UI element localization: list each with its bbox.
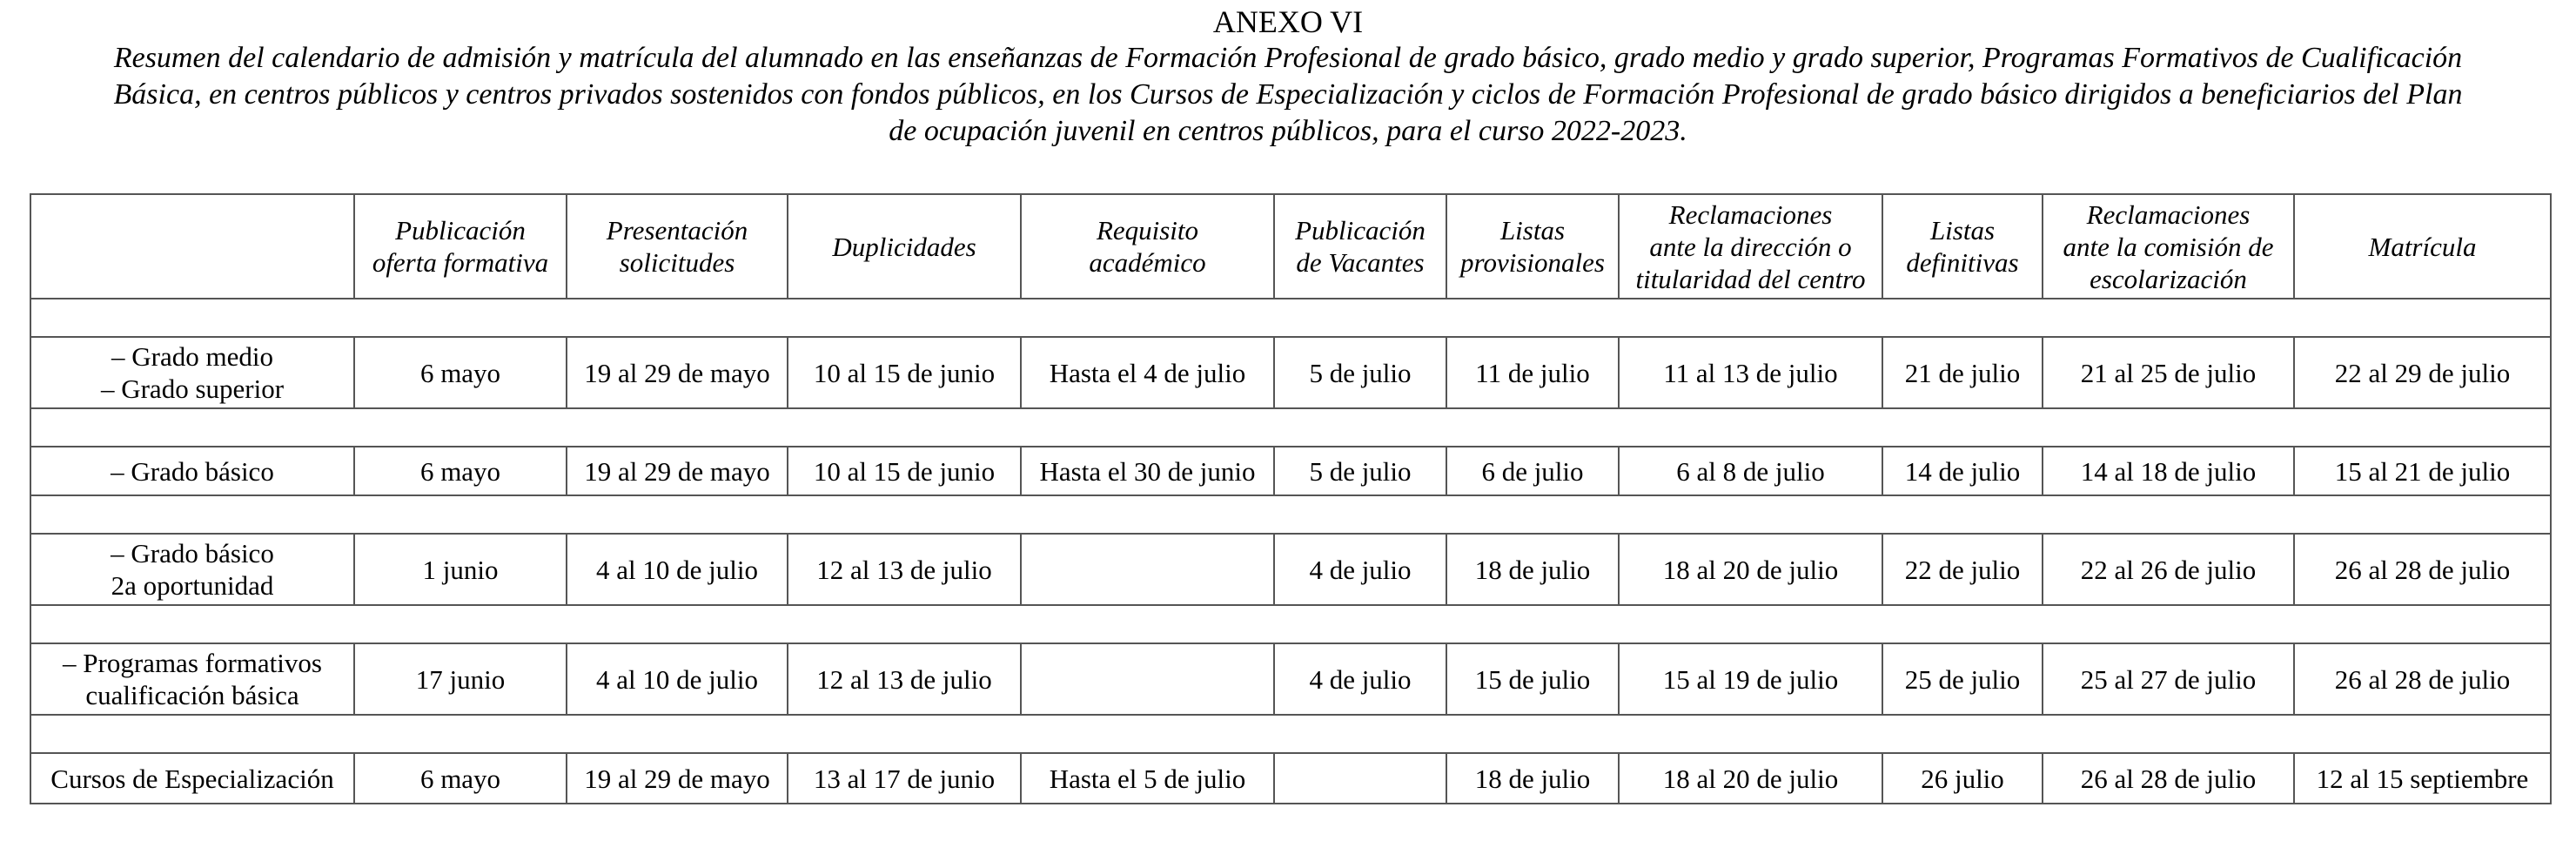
subtitle-line-1: Resumen del calendario de admisión y matrícula del alumnado en las enseñanzas de Formación Profesional de grado básico, grado medio y grado superior, Programas Formativos de Cualificación: [113, 42, 2463, 74]
header-reclamaciones-direccion: Reclamaciones ante la dirección o titularidad del centro: [1619, 194, 1882, 299]
row-label: Cursos de Especialización: [30, 753, 354, 804]
table-cell: 11 al 13 de julio: [1619, 337, 1882, 408]
table-cell: 12 al 15 septiembre: [2294, 753, 2551, 804]
table-row-grado-basico: [30, 447, 2551, 495]
table-cell: 19 al 29 de mayo: [567, 753, 788, 804]
subtitle-line-2: Básica, en centros públicos y centros privados sostenidos con fondos públicos, en los Cursos de Especialización y ciclos de Formación Profesional de grado básico dirigidos a beneficiarios del Plan: [113, 78, 2463, 111]
table-cell: 4 de julio: [1274, 534, 1446, 605]
table-cell: 22 al 29 de julio: [2294, 337, 2551, 408]
table-cell: 17 junio: [354, 643, 567, 715]
header-listas-definitivas: Listas definitivas: [1882, 194, 2043, 299]
table-cell: 18 al 20 de julio: [1619, 534, 1882, 605]
table-cell: 26 al 28 de julio: [2294, 534, 2551, 605]
table-cell: 26 julio: [1882, 753, 2043, 804]
spacer-row: [30, 408, 2551, 447]
header-row: [30, 194, 2551, 299]
table-cell: 15 de julio: [1446, 643, 1619, 715]
spacer-row: [30, 495, 2551, 534]
table-cell: 4 al 10 de julio: [567, 534, 788, 605]
table-cell: 10 al 15 de junio: [788, 337, 1021, 408]
table-cell: 26 al 28 de julio: [2043, 753, 2294, 804]
header-reclamaciones-comision: Reclamaciones ante la comisión de escolarización: [2043, 194, 2294, 299]
row-label: – Grado medio – Grado superior: [30, 337, 354, 408]
document-subtitle: [12, 40, 2564, 150]
document-title: ANEXO VI: [1212, 4, 1364, 39]
spacer-row: [30, 299, 2551, 337]
row-label: – Programas formativos cualificación básica: [30, 643, 354, 715]
table-cell: 12 al 13 de julio: [788, 534, 1021, 605]
table-cell: 4 al 10 de julio: [567, 643, 788, 715]
table-cell: 18 de julio: [1446, 534, 1619, 605]
table-cell: 11 de julio: [1446, 337, 1619, 408]
spacer-cell: [30, 605, 2551, 643]
table-cell: 25 al 27 de julio: [2043, 643, 2294, 715]
table-row-cursos-especializacion: [30, 753, 2551, 804]
row-label: – Grado básico 2a oportunidad: [30, 534, 354, 605]
table-cell: 25 de julio: [1882, 643, 2043, 715]
table-cell: 5 de julio: [1274, 447, 1446, 495]
table-cell: 10 al 15 de junio: [788, 447, 1021, 495]
spacer-cell: [30, 299, 2551, 337]
table-cell: 12 al 13 de julio: [788, 643, 1021, 715]
table-cell: Hasta el 4 de julio: [1021, 337, 1274, 408]
table-cell: 13 al 17 de junio: [788, 753, 1021, 804]
table-cell: Hasta el 30 de junio: [1021, 447, 1274, 495]
table-cell: [1021, 643, 1274, 715]
table-row-grado-basico-2a-oportunidad: [30, 534, 2551, 605]
spacer-cell: [30, 408, 2551, 447]
table-cell: 18 de julio: [1446, 753, 1619, 804]
table-cell: 18 al 20 de julio: [1619, 753, 1882, 804]
table-cell: 4 de julio: [1274, 643, 1446, 715]
table-cell: 26 al 28 de julio: [2294, 643, 2551, 715]
header-empty: [30, 194, 354, 299]
table-cell: 19 al 29 de mayo: [567, 337, 788, 408]
table-cell: 6 mayo: [354, 447, 567, 495]
table-cell: 6 de julio: [1446, 447, 1619, 495]
table-cell: Hasta el 5 de julio: [1021, 753, 1274, 804]
spacer-row: [30, 605, 2551, 643]
table-cell: 6 mayo: [354, 753, 567, 804]
table-cell: [1021, 534, 1274, 605]
header-publicacion-vacantes: Publicación de Vacantes: [1274, 194, 1446, 299]
table-cell: 21 de julio: [1882, 337, 2043, 408]
table-cell: 15 al 19 de julio: [1619, 643, 1882, 715]
table-cell: [1274, 753, 1446, 804]
subtitle-line-3: de ocupación juvenil en centros públicos, para el curso 2022-2023.: [889, 115, 1687, 147]
header-matricula: Matrícula: [2294, 194, 2551, 299]
admission-calendar-table: [30, 193, 2552, 804]
table-cell: 6 mayo: [354, 337, 567, 408]
table-cell: 21 al 25 de julio: [2043, 337, 2294, 408]
table-row-grado-medio-superior: [30, 337, 2551, 408]
header-requisito-academico: Requisito académico: [1021, 194, 1274, 299]
spacer-row: [30, 715, 2551, 753]
header-publicacion-oferta: Publicación oferta formativa: [354, 194, 567, 299]
spacer-cell: [30, 495, 2551, 534]
table-row-programas-formativos: [30, 643, 2551, 715]
table-cell: 1 junio: [354, 534, 567, 605]
table-cell: 14 de julio: [1882, 447, 2043, 495]
table-cell: 15 al 21 de julio: [2294, 447, 2551, 495]
header-duplicidades: Duplicidades: [788, 194, 1021, 299]
table-cell: 6 al 8 de julio: [1619, 447, 1882, 495]
row-label: – Grado básico: [30, 447, 354, 495]
header-presentacion-solicitudes: Presentación solicitudes: [567, 194, 788, 299]
spacer-cell: [30, 715, 2551, 753]
table-cell: 14 al 18 de julio: [2043, 447, 2294, 495]
header-listas-provisionales: Listas provisionales: [1446, 194, 1619, 299]
table-cell: 19 al 29 de mayo: [567, 447, 788, 495]
table-cell: 22 de julio: [1882, 534, 2043, 605]
table-cell: 5 de julio: [1274, 337, 1446, 408]
table-cell: 22 al 26 de julio: [2043, 534, 2294, 605]
